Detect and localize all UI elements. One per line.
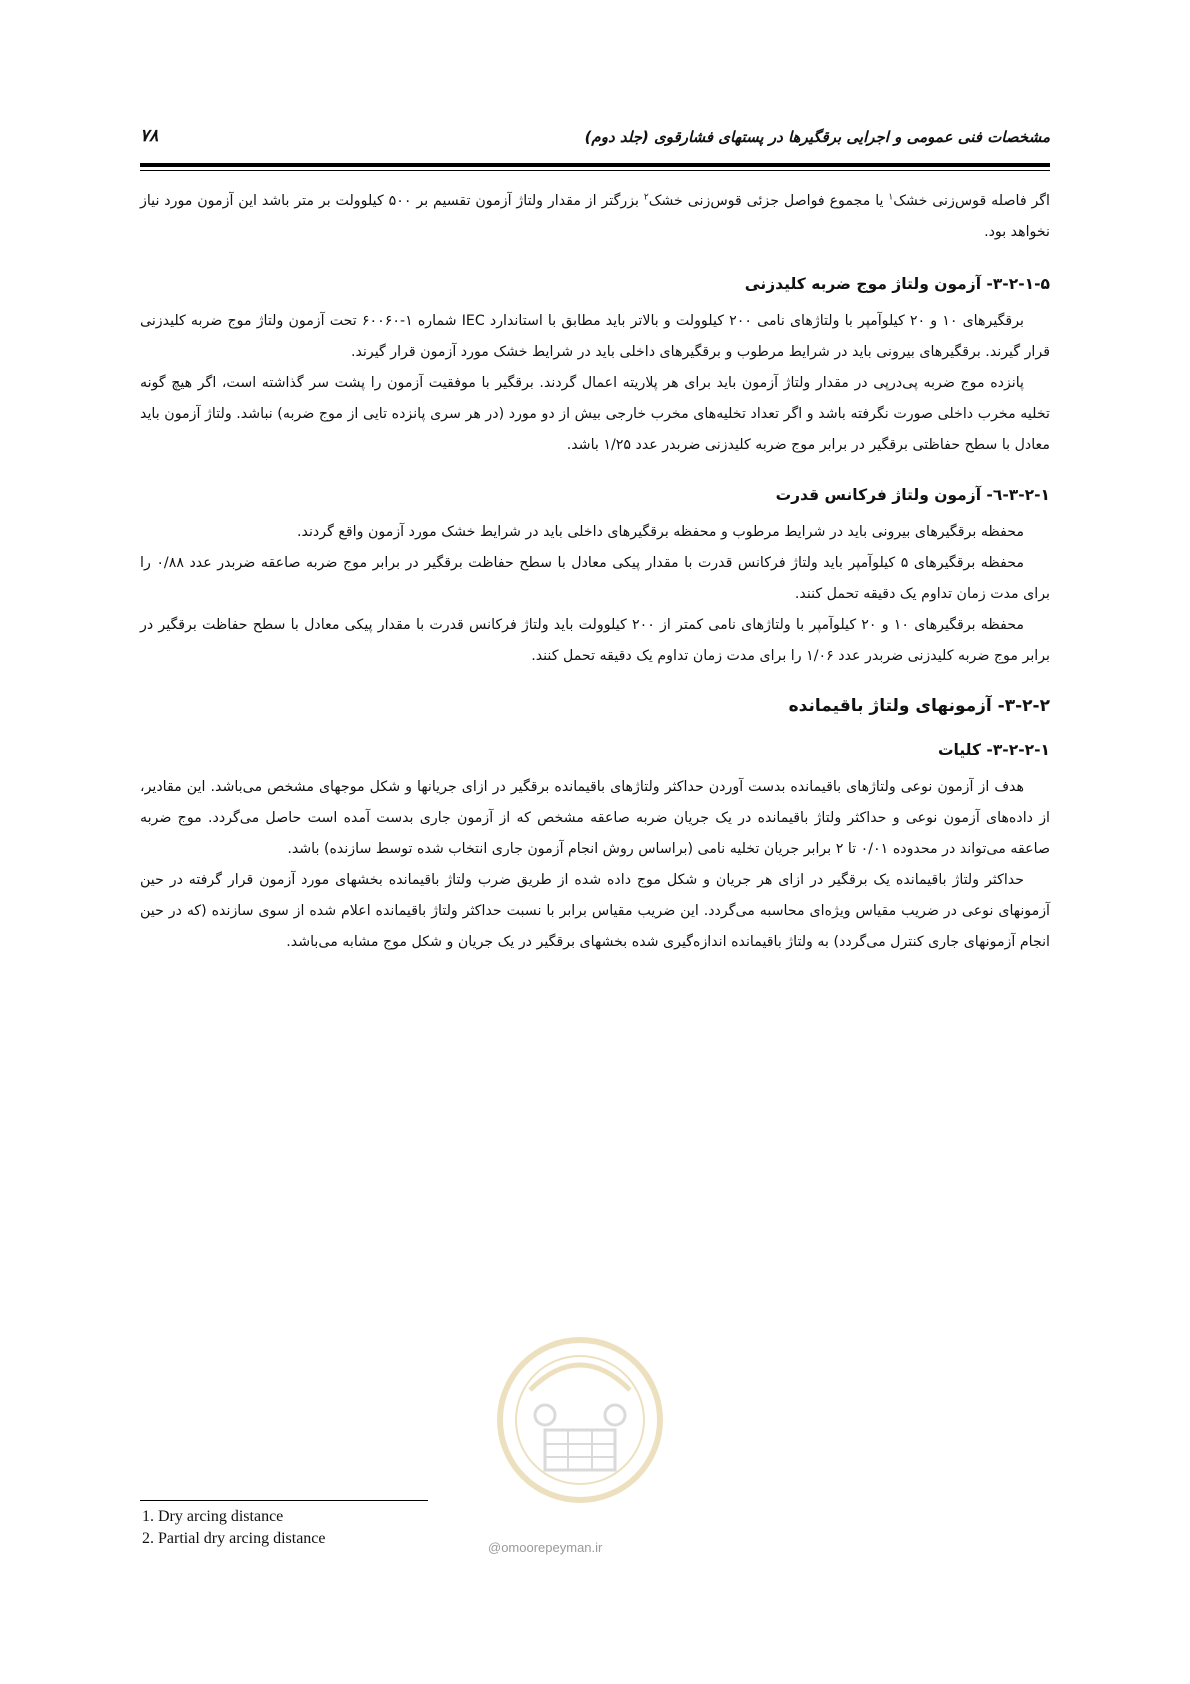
paragraph-dry-arcing (140, 186, 1050, 248)
footnotes (142, 1506, 542, 1550)
section-heading-3-2-1-5: ۳-۲-۱-۵- آزمون ولتاژ موج ضربه کلیدزنی (744, 275, 1050, 293)
paragraph-switching-impulse-2: پانزده موج ضربه پی‌درپی در مقدار ولتاژ آزمون باید برای هر پلاریته اعمال گردند. برقگیر با موفقیت آزمون را پشت سر گذاشته است، اگر هیچ گونه تخلیه مخرب داخلی صورت نگرفته باشد و اگر تعداد تخلیه‌های مخرب خارجی بیش از دو مورد (در هر سری پانزده تایی از موج ضربه) نباشد. ولتاژ آزمون باید معادل با سطح حفاظتی برقگیر در برابر موج ضربه کلیدزنی ضربدر عدد ۱/۲۵ باشد. (140, 375, 1050, 453)
footnote-ref-1[interactable]: ۱ (888, 192, 894, 203)
section-heading-3-2-2-1: ۳-۲-۲-۱- کلیات (937, 741, 1050, 759)
paragraph-power-frequency-2: محفظه برقگیرهای ۵ کیلوآمپر باید ولتاژ فرکانس قدرت با مقدار پیکی معادل با سطح حفاظت برقگیر در برابر موج ضربه صاعقه ضربدر عدد ۰/۸۸ را برای مدت زمان تداوم یک دقیقه تحمل کنند. (140, 555, 1050, 602)
watermark-url: @omoorepeyman.ir (488, 1540, 603, 1555)
watermark-logo-icon (490, 1320, 670, 1520)
paragraph-power-frequency-3: محفظه برقگیرهای ۱۰ و ۲۰ کیلوآمپر با ولتاژهای نامی کمتر از ۲۰۰ کیلوولت باید ولتاژ فرکانس قدرت با مقدار پیکی معادل با سطح حفاظت برقگیر در برابر موج ضربه کلیدزنی ضربدر عدد ۱/۰۶ را برای مدت زمان تداوم یک دقیقه تحمل کنند. (140, 617, 1050, 664)
footnote-rule (140, 1500, 428, 1501)
page-body (140, 186, 1050, 958)
section-heading-3-2-1-6: ۳-۲-۱-٦- آزمون ولتاژ فرکانس قدرت (775, 486, 1050, 504)
paragraph-residual-voltage-2: حداکثر ولتاژ باقیمانده یک برقگیر در ازای هر جریان و شکل موج داده شده از طریق ضرب ولتاژ باقیمانده بخشهای مورد آزمون قرار گرفته در حین آزمونهای نوعی در ضریب مقیاس ویژه‌ای محاسبه می‌گردد. این ضریب مقیاس برابر با نسبت حداکثر ولتاژ باقیمانده اعلام شده از سوی سازنده (که در حین انجام آزمونهای جاری کنترل می‌گردد) به ولتاژ باقیمانده اندازه‌گیری شده بخشهای برقگیر در یک جریان و شکل موج مشابه می‌باشد. (140, 872, 1050, 950)
paragraph-power-frequency-1: محفظه برقگیرهای بیرونی باید در شرایط مرطوب و محفظه برقگیرهای داخلی باید در شرایط خشک مورد آزمون واقع گردند. (297, 524, 1024, 540)
paragraph-residual-voltage-1: هدف از آزمون نوعی ولتاژهای باقیمانده بدست آوردن حداکثر ولتاژهای باقیمانده برقگیر در ازای جریانها و شکل موجهای مشخص می‌باشد. این مقادیر، از داده‌های آزمون نوعی و حداکثر ولتاژ باقیمانده در یک جریان ضربه صاعقه مشخص که از آزمون جاری بدست آمده است حاصل می‌گردد. موج ضربه صاعقه می‌تواند در محدوده ۰/۰۱ تا ۲ برابر جریان تخلیه نامی (براساس روش انجام آزمون جاری انتخاب شده توسط سازنده) باشد. (140, 779, 1050, 857)
paragraph-switching-impulse-1: برقگیرهای ۱۰ و ۲۰ کیلوآمپر با ولتاژهای نامی ۲۰۰ کیلوولت و بالاتر باید مطابق با استاندارد IEC شماره ۱-۶۰۰۶۰ تحت آزمون ولتاژ موج ضربه کلیدزنی قرار گیرند. برقگیرهای بیرونی باید در شرایط مرطوب و برقگیرهای داخلی باید در شرایط خشک مورد آزمون قرار گیرند. (140, 313, 1050, 360)
paragraph-text: یا مجموع فواصل جزئی قوس‌زنی خشک (648, 193, 889, 209)
section-heading-3-2-2: ۳-۲-۲- آزمونهای ولتاژ باقیمانده (788, 696, 1050, 716)
paragraph-text: اگر فاصله قوس‌زنی خشک (893, 193, 1051, 209)
footnote-1: 1. Dry arcing distance (142, 1508, 284, 1525)
header-rule-thin (140, 170, 1050, 171)
header-rule-thick (140, 163, 1050, 167)
footnote-ref-2[interactable]: ۲ (643, 192, 649, 203)
page-number: ۷۸ (140, 126, 159, 146)
paragraph-text: بزرگتر از مقدار ولتاژ آزمون تقسیم بر ۵۰۰ کیلوولت بر متر باشد این آزمون مورد نیاز نخواهد بود. (140, 193, 1050, 240)
header-title: مشخصات فنی عمومی و اجرایی برقگیرها در پستهای فشارقوی (جلد دوم) (584, 128, 1050, 146)
footnote-2: 2. Partial dry arcing distance (142, 1530, 326, 1547)
page-header (140, 128, 1050, 158)
